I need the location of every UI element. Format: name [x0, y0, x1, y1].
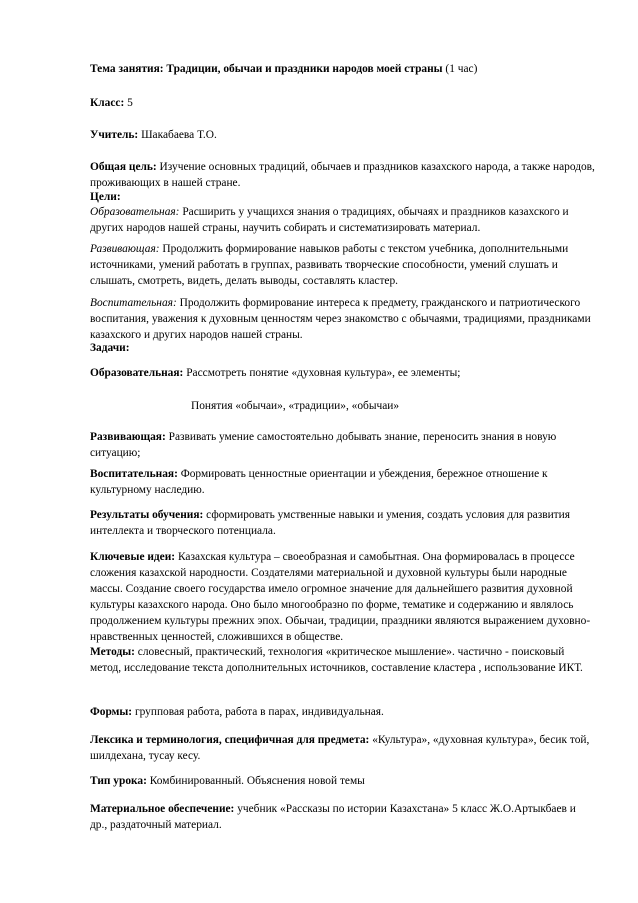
task-educational: [90, 365, 595, 381]
methods: [90, 644, 595, 676]
grade-value: 5: [124, 97, 133, 109]
topic-text: Традиции, обычаи и праздники народов моей страны: [166, 63, 443, 75]
vocabulary-text: «Культура», «духовная культура», бесик той, шилдехана, тусау кесу.: [90, 734, 590, 762]
task-concepts-text: Понятия «обычаи», «традиции», «обычаи»: [191, 400, 400, 412]
goal-upbringing-text: Продолжить формирование интереса к предмету, гражданского и патриотического воспитания, уважения к духовным ценностям через знакомство с обычаями, традициями, праздниками казахского и других народов нашей страны.: [90, 297, 591, 341]
goal-educational-label: Образовательная:: [90, 206, 180, 218]
goal-educational-text: Расширить у учащихся знания о традициях, обычаях и праздников казахского и других народов нашей страны, научить собирать и систематизировать материал.: [90, 206, 569, 234]
task-upbringing-text: Формировать ценностные ориентации и убеждения, бережное отношение к культурному наследию.: [90, 468, 548, 496]
forms-label: Формы:: [90, 706, 133, 718]
goal-developing-text: Продолжить формирование навыков работы с текстом учебника, дополнительными источниками, умений работать в группах, развивать творческие способности, умений слушать и слышать, смотреть, видеть, делать выводы, составлять кластер.: [90, 243, 569, 287]
results-text: сформировать умственные навыки и умения, создать условия для развития интеллекта и творческого потенциала.: [90, 509, 570, 537]
task-developing-label: Развивающая:: [90, 431, 166, 443]
materials-label: Материальное обеспечение:: [90, 803, 235, 815]
key-ideas-text: Казахская культура – своеобразная и самобытная. Она формировалась в процессе сложения казахской народности. Создателями материальной и духовной культуры были народные массы. Создание своего государства имело огромное значение для дальнейшего развития духовной культуры казахского народа. Оно было многообразно по форме, тематике и содержанию и являлось продолжением культуры прежних эпох. Обычаи, традиции, праздники являются выражением духовно-нравственных ценностей, сложившихся в обществе.: [90, 551, 591, 643]
goal-developing-label: Развивающая:: [90, 243, 160, 255]
vocabulary-label: Лексика и терминология, специфичная для предмета:: [90, 734, 370, 746]
general-goal: [90, 159, 595, 191]
materials-text: учебник «Рассказы по истории Казахстана» 5 класс Ж.О.Артыкбаев и др., раздаточный материал.: [90, 803, 576, 831]
topic-label: Тема занятия:: [90, 63, 164, 75]
results: [90, 507, 595, 539]
materials: [90, 801, 595, 833]
topic-note: (1 час): [442, 63, 478, 75]
lesson-type: [90, 773, 595, 789]
goal-upbringing: [90, 295, 595, 343]
general-goal-text: Изучение основных традиций, обычаев и праздников казахского народа, а также народов, проживающих в нашей стране.: [90, 161, 595, 189]
methods-label: Методы:: [90, 646, 135, 658]
grade-line: [90, 95, 595, 111]
teacher-label: Учитель:: [90, 129, 139, 141]
task-concepts: [191, 398, 591, 414]
forms: [90, 704, 595, 720]
lesson-type-text: Комбинированный. Объяснения новой темы: [146, 775, 365, 787]
goal-educational: [90, 204, 595, 236]
task-developing-text: Развивать умение самостоятельно добывать знание, переносить знания в новую ситуацию;: [90, 431, 557, 459]
topic-line: [90, 61, 595, 77]
vocabulary: [90, 732, 595, 764]
tasks-heading: [90, 340, 595, 356]
key-ideas-label: Ключевые идеи:: [90, 551, 176, 563]
goals-heading-text: Цели:: [90, 191, 121, 203]
task-educational-label: Образовательная:: [90, 367, 184, 379]
forms-text: групповая работа, работа в парах, индивидуальная.: [132, 706, 384, 718]
tasks-heading-text: Задачи:: [90, 342, 130, 354]
goal-developing: [90, 241, 595, 289]
goals-heading: [90, 189, 595, 205]
teacher-value: Шакабаева Т.О.: [138, 129, 217, 141]
task-educational-text: Рассмотреть понятие «духовная культура», ее элементы;: [183, 367, 461, 379]
results-label: Результаты обучения:: [90, 509, 204, 521]
methods-text: словесный, практический, технология «критическое мышление». частично - поисковый метод, исследование текста дополнительных источников, составление кластера , использование ИКТ.: [90, 646, 583, 674]
task-upbringing-label: Воспитательная:: [90, 468, 178, 480]
general-goal-label: Общая цель:: [90, 161, 157, 173]
lesson-type-label: Тип урока:: [90, 775, 147, 787]
teacher-line: [90, 127, 595, 143]
goal-upbringing-label: Воспитательная:: [90, 297, 177, 309]
task-developing: [90, 429, 595, 461]
grade-label: Класс:: [90, 97, 125, 109]
task-upbringing: [90, 466, 595, 498]
key-ideas: [90, 549, 595, 645]
